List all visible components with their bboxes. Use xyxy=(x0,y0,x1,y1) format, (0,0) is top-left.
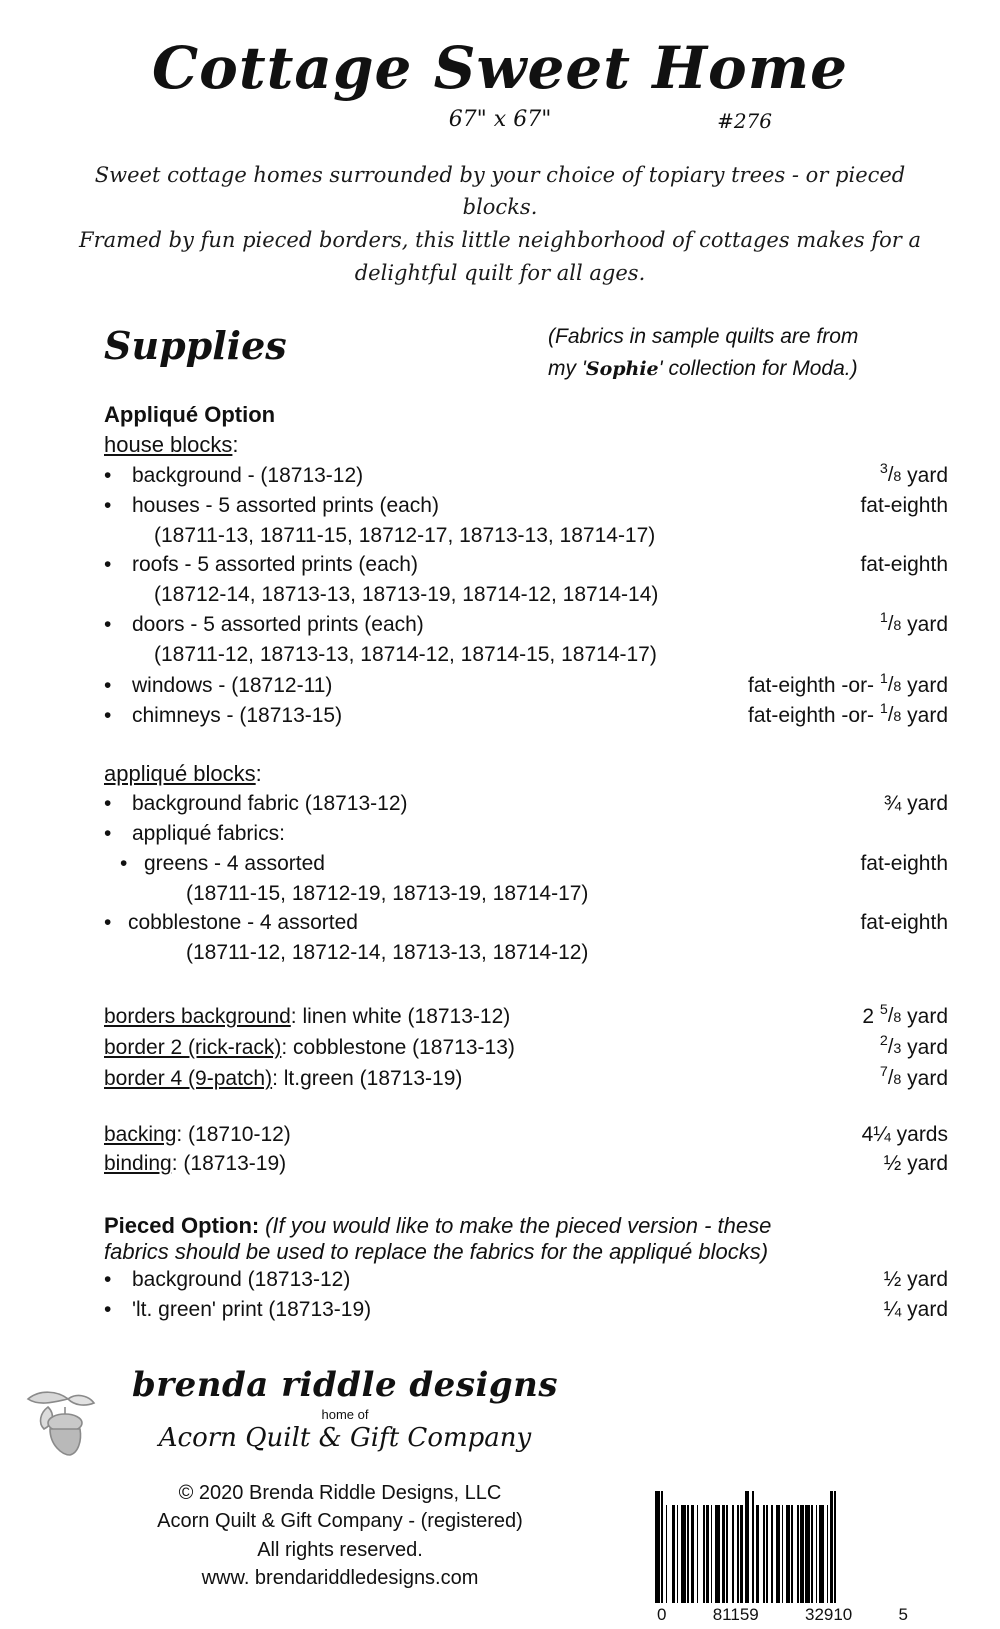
border-detail: : cobblestone (18713-13) xyxy=(281,1035,515,1059)
list-item xyxy=(104,849,948,879)
item-label: houses - 5 assorted prints (each) xyxy=(132,493,439,517)
item-label: greens - 4 assorted xyxy=(144,851,325,875)
company-name: Acorn Quilt & Gift Company xyxy=(158,1422,532,1453)
item-amount: fat-eighth xyxy=(860,851,948,875)
bullet-icon: • xyxy=(104,1268,112,1292)
amount-suffix: yard xyxy=(901,1035,948,1059)
description-blurb xyxy=(60,159,940,289)
amount-suffix: yard xyxy=(901,673,948,697)
registered-line: Acorn Quilt & Gift Company - (registered) xyxy=(157,1510,523,1533)
list-item xyxy=(104,491,948,521)
copyright-line: © 2020 Brenda Riddle Designs, LLC xyxy=(178,1481,502,1504)
blurb-line-2: Framed by fun pieced borders, this little neighborhood of cottages makes for a xyxy=(79,227,921,252)
copyright-block xyxy=(100,1479,580,1593)
item-amount: ½ yard xyxy=(883,1152,948,1176)
amount-suffix: yard xyxy=(901,704,948,728)
pattern-number: #276 xyxy=(717,108,772,133)
blurb-line-3: delightful quilt for all ages. xyxy=(354,260,646,285)
list-item xyxy=(104,1063,948,1094)
item-amount: 2 $^5$/8 yard xyxy=(862,1002,948,1029)
amount-denominator: 8 xyxy=(893,678,902,695)
pieced-option-block xyxy=(104,1213,948,1265)
item-amount: $^1$/8 yard xyxy=(879,610,948,637)
list-item xyxy=(104,460,948,491)
item-label: roofs - 5 assorted prints (each) xyxy=(132,553,418,577)
barcode-digits-mid-1: 81159 xyxy=(712,1604,759,1624)
item-label: chimneys - (18713-15) xyxy=(132,704,343,728)
item-amount: fat-eighth xyxy=(860,553,948,577)
barcode-digits-mid-2: 32910 xyxy=(804,1604,853,1624)
page-title: Cottage Sweet Home xyxy=(151,34,849,102)
list-item xyxy=(104,1265,948,1295)
brand-logo xyxy=(110,1365,580,1453)
collection-name: Sophie xyxy=(585,357,659,380)
amount-prefix: 2 xyxy=(862,1005,880,1029)
website-link[interactable]: www. brendariddledesigns.com xyxy=(201,1567,479,1590)
bullet-icon: • xyxy=(104,821,112,845)
barcode-digit-left: 0 xyxy=(657,1604,667,1624)
acorn-icon xyxy=(18,1383,104,1464)
item-amount: $^3$/8 yard xyxy=(879,461,948,488)
item-label: doors - 5 assorted prints (each) xyxy=(132,613,424,637)
fabric-note xyxy=(548,321,948,384)
amount-suffix: yard xyxy=(901,464,948,488)
list-item xyxy=(104,550,948,580)
item-label: background - (18713-12) xyxy=(132,464,364,488)
item-amount: $^7$/8 yard xyxy=(879,1063,948,1090)
fabric-note-pre: my ' xyxy=(548,356,586,380)
pattern-cover-page xyxy=(0,34,1000,1624)
brand-name: brenda riddle designs xyxy=(131,1364,559,1405)
list-item xyxy=(104,1120,948,1150)
list-item xyxy=(104,1032,948,1063)
pieced-option-note-2: fabrics should be used to replace the fabrics for the appliqué blocks) xyxy=(104,1239,769,1265)
amount-numerator: 7 xyxy=(879,1063,888,1080)
item-amount: $^2$/3 yard xyxy=(879,1032,948,1059)
item-label: cobblestone - 4 assorted xyxy=(128,910,358,934)
bullet-icon: • xyxy=(104,493,112,517)
item-amount: 4¼ yards xyxy=(861,1122,948,1146)
list-item xyxy=(104,700,948,731)
item-label: background (18713-12) xyxy=(132,1268,351,1292)
pieced-option-heading: Pieced Option: xyxy=(104,1213,260,1239)
amount-numerator: 3 xyxy=(879,461,888,478)
bullet-icon: • xyxy=(104,910,112,934)
bullet-icon: • xyxy=(104,553,112,577)
quilt-dimensions: 67" x 67" xyxy=(448,106,552,132)
list-item xyxy=(104,789,948,819)
list-item xyxy=(104,1295,948,1325)
amount-prefix: fat-eighth -or- xyxy=(748,704,880,728)
item-sub-label: (18712-14, 18713-13, 18713-19, 18714-12, 18714-14) xyxy=(154,582,659,606)
amount-numerator: 1 xyxy=(879,610,888,627)
item-sub-label: (18711-12, 18712-14, 18713-13, 18714-12) xyxy=(186,940,589,964)
amount-suffix: yard xyxy=(901,613,948,637)
blurb-line-1: Sweet cottage homes surrounded by your choice of topiary trees - or pieced blocks. xyxy=(94,162,906,220)
amount-denominator: 8 xyxy=(893,1071,902,1088)
amount-prefix: fat-eighth -or- xyxy=(748,673,880,697)
item-sub-label: (18711-15, 18712-19, 18713-19, 18714-17) xyxy=(186,881,589,905)
barcode-digit-right: 5 xyxy=(898,1604,908,1624)
list-item xyxy=(104,670,948,701)
item-amount: ½ yard xyxy=(883,1268,948,1292)
fabric-note-line-2 xyxy=(548,353,948,385)
house-blocks-label: house blocks xyxy=(104,432,233,458)
finishing-detail: : (18710-12) xyxy=(176,1122,291,1146)
item-amount: fat-eighth -or- $^1$/8 yard xyxy=(748,701,948,728)
footer xyxy=(0,1479,1000,1629)
item-amount: ¾ yard xyxy=(883,792,948,816)
supplies-heading: Supplies xyxy=(104,323,287,369)
border-label: border 2 (rick-rack) xyxy=(104,1035,282,1059)
finishing-label: backing xyxy=(104,1122,177,1146)
item-label: 'lt. green' print (18713-19) xyxy=(132,1298,372,1322)
amount-suffix: yard xyxy=(901,1066,948,1090)
bullet-icon: • xyxy=(104,464,112,488)
item-label: windows - (18712-11) xyxy=(132,673,333,697)
bullet-icon: • xyxy=(104,704,112,728)
barcode xyxy=(655,1491,910,1625)
fabric-note-line-1: (Fabrics in sample quilts are from xyxy=(548,325,859,349)
item-amount: ¼ yard xyxy=(883,1298,948,1322)
home-of-label: home of xyxy=(321,1406,369,1422)
applique-blocks-heading xyxy=(104,761,948,787)
pieced-option-note-1: (If you would like to make the pieced version - these xyxy=(265,1213,772,1239)
supplies-content xyxy=(0,402,1000,1325)
applique-blocks-colon: : xyxy=(255,761,262,787)
amount-numerator: 1 xyxy=(879,670,888,687)
bullet-icon: • xyxy=(104,613,112,637)
barcode-numbers xyxy=(655,1605,910,1625)
bullet-icon: • xyxy=(104,673,112,697)
list-item xyxy=(104,609,948,640)
amount-denominator: 8 xyxy=(893,618,902,635)
subtitle-row xyxy=(0,107,1000,141)
list-item xyxy=(104,908,948,938)
rights-line: All rights reserved. xyxy=(257,1538,423,1561)
amount-numerator: 5 xyxy=(879,1002,888,1019)
border-label: borders background xyxy=(104,1005,291,1029)
item-label: appliqué fabrics: xyxy=(132,821,285,845)
border-label: border 4 (9-patch) xyxy=(104,1066,273,1090)
house-blocks-heading xyxy=(104,432,948,458)
barcode-bars xyxy=(655,1491,910,1603)
item-amount: fat-eighth -or- $^1$/8 yard xyxy=(748,670,948,697)
bullet-icon: • xyxy=(120,851,128,875)
amount-denominator: 8 xyxy=(893,1010,902,1027)
bullet-icon: • xyxy=(104,792,112,816)
item-sub-label: (18711-12, 18713-13, 18714-12, 18714-15, 18714-17) xyxy=(154,643,657,667)
item-sub-label: (18711-13, 18711-15, 18712-17, 18713-13, 18714-17) xyxy=(154,523,656,547)
item-amount: fat-eighth xyxy=(860,493,948,517)
amount-numerator: 1 xyxy=(879,701,888,718)
supplies-header-row xyxy=(0,321,1000,384)
fabric-note-post: ' collection for Moda.) xyxy=(658,356,858,380)
finishing-label: binding xyxy=(104,1152,172,1176)
border-detail: : linen white (18713-12) xyxy=(290,1005,511,1029)
border-detail: : lt.green (18713-19) xyxy=(272,1066,463,1090)
amount-denominator: 3 xyxy=(893,1040,902,1057)
item-label: background fabric (18713-12) xyxy=(132,792,408,816)
amount-denominator: 8 xyxy=(893,709,902,726)
amount-denominator: 8 xyxy=(893,469,902,486)
finishing-detail: : (18713-19) xyxy=(171,1152,287,1176)
applique-blocks-label: appliqué blocks xyxy=(104,761,256,787)
amount-suffix: yard xyxy=(901,1005,948,1029)
applique-option-heading: Appliqué Option xyxy=(104,402,276,428)
bullet-icon: • xyxy=(104,1298,112,1322)
list-item xyxy=(104,819,948,849)
item-amount: fat-eighth xyxy=(860,910,948,934)
list-item xyxy=(104,1001,948,1032)
amount-numerator: 2 xyxy=(879,1032,888,1049)
list-item xyxy=(104,1149,948,1179)
logo-block xyxy=(0,1365,1000,1473)
house-blocks-colon: : xyxy=(232,432,239,458)
